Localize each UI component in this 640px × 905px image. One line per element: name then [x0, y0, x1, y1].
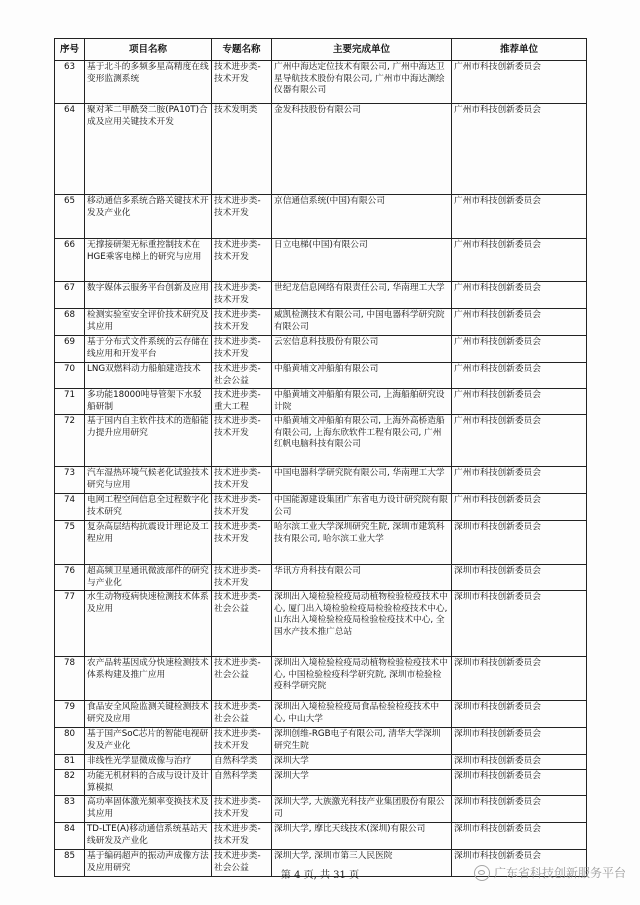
row-topic: 技术进步类-技术开发 — [212, 823, 272, 850]
row-recommender: 广州市科技创新委员会 — [452, 389, 587, 415]
watermark-text: 广东省科技创新服务平台 — [493, 866, 626, 880]
row-number: 73 — [55, 467, 85, 494]
row-number: 69 — [55, 336, 85, 363]
row-recommender: 广州市科技创新委员会 — [452, 494, 587, 521]
table-row — [55, 755, 587, 770]
row-topic: 技术进步类-技术开发 — [212, 195, 272, 239]
row-project: 数字媒体云服务平台创新及应用 — [85, 282, 212, 309]
row-units: 深圳出入境检验检疫局动植物检验检疫技术中心, 中国检验检疫科学研究院, 深圳市检验检疫科学研究院 — [272, 657, 452, 701]
row-recommender: 广州市科技创新委员会 — [452, 282, 587, 309]
row-number: 78 — [55, 657, 85, 701]
row-recommender: 深圳市科技创新委员会 — [452, 728, 587, 755]
table-row — [55, 195, 587, 239]
table-row — [55, 104, 587, 195]
row-recommender: 深圳市科技创新委员会 — [452, 701, 587, 728]
row-project: 聚对苯二甲酰癸二胺(PA10T)合成及应用关键技术开发 — [85, 104, 212, 195]
row-recommender: 广州市科技创新委员会 — [452, 467, 587, 494]
row-recommender: 深圳市科技创新委员会 — [452, 770, 587, 796]
row-project: 无撑接研架无标重控制技术在HGE乘客电梯上的研究与应用 — [85, 239, 212, 282]
row-units: 哈尔滨工业大学深圳研究生院, 深圳市建筑科技有限公司, 哈尔滨工业大学 — [272, 521, 452, 565]
row-project: 非线性光学显微成像与治疗 — [85, 755, 212, 770]
row-number: 64 — [55, 104, 85, 195]
header-recommender: 推荐单位 — [452, 39, 587, 61]
row-recommender: 广州市科技创新委员会 — [452, 195, 587, 239]
row-recommender: 广州市科技创新委员会 — [452, 415, 587, 467]
row-project: 农产品转基因成分快速检测技术体系构建及推广应用 — [85, 657, 212, 701]
row-number: 71 — [55, 389, 85, 415]
row-recommender: 深圳市科技创新委员会 — [452, 755, 587, 770]
row-number: 66 — [55, 239, 85, 282]
row-units: 深圳创维-RGB电子有限公司, 清华大学深圳研究生院 — [272, 728, 452, 755]
table-row — [55, 336, 587, 363]
table-row — [55, 796, 587, 823]
row-topic: 自然科学类 — [212, 770, 272, 796]
table-row — [55, 494, 587, 521]
row-topic: 技术进步类-技术开发 — [212, 336, 272, 363]
row-units: 深圳大学, 深圳市第三人民医院 — [272, 850, 452, 877]
row-number: 80 — [55, 728, 85, 755]
row-project: 基于国产SoC芯片的智能电视研发及产业化 — [85, 728, 212, 755]
row-units: 深圳出入境检验检疫局动植物检验检疫技术中心, 厦门出入境检验检疫局检验检疫技术中心, 山东出入境检验检疫局检验检疫技术中心, 全国水产技术推广总站 — [272, 591, 452, 657]
row-units: 中船黄埔文冲船舶有限公司 — [272, 363, 452, 389]
table-row — [55, 770, 587, 796]
row-project: 基于编码超声的振动声成像方法及应用研究 — [85, 850, 212, 877]
table-row — [55, 363, 587, 389]
row-units: 金发科技股份有限公司 — [272, 104, 452, 195]
row-units: 深圳大学 — [272, 770, 452, 796]
row-number: 82 — [55, 770, 85, 796]
row-number: 77 — [55, 591, 85, 657]
row-units: 世纪龙信息网络有限责任公司, 华南理工大学 — [272, 282, 452, 309]
row-number: 75 — [55, 521, 85, 565]
row-number: 81 — [55, 755, 85, 770]
row-recommender: 深圳市科技创新委员会 — [452, 657, 587, 701]
row-project: 高功率固体激光频率变换技术及其应用 — [85, 796, 212, 823]
row-recommender: 深圳市科技创新委员会 — [452, 565, 587, 591]
row-topic: 技术进步类-技术开发 — [212, 728, 272, 755]
row-number: 67 — [55, 282, 85, 309]
row-topic: 技术进步类-技术开发 — [212, 309, 272, 336]
row-units: 深圳大学 — [272, 755, 452, 770]
row-topic: 技术进步类-重大工程 — [212, 389, 272, 415]
row-topic: 技术进步类-技术开发 — [212, 61, 272, 104]
table-row — [55, 521, 587, 565]
table-row — [55, 591, 587, 657]
row-topic: 技术进步类-社会公益 — [212, 363, 272, 389]
row-topic: 技术进步类-技术开发 — [212, 521, 272, 565]
row-units: 中国能源建设集团广东省电力设计研究院有限公司 — [272, 494, 452, 521]
row-units: 中国电器科学研究院有限公司, 华南理工大学 — [272, 467, 452, 494]
row-number: 79 — [55, 701, 85, 728]
row-units: 威凯检测技术有限公司, 中国电器科学研究院有限公司 — [272, 309, 452, 336]
table-row — [55, 282, 587, 309]
row-project: 复杂高层结构抗震设计理论及工程应用 — [85, 521, 212, 565]
row-project: 超高频卫星通讯微波部件的研究与产业化 — [85, 565, 212, 591]
row-topic: 技术发明类 — [212, 104, 272, 195]
row-topic: 技术进步类-社会公益 — [212, 657, 272, 701]
row-project: 基于分布式文件系统的云存储在线应用和开发平台 — [85, 336, 212, 363]
row-units: 中船黄埔文冲船舶有限公司, 上海船舶研究设计院 — [272, 389, 452, 415]
header-project: 项目名称 — [85, 39, 212, 61]
table-header-row — [55, 39, 587, 61]
row-project: 基于北斗的多频多星高精度在线变形监测系统 — [85, 61, 212, 104]
row-recommender: 广州市科技创新委员会 — [452, 336, 587, 363]
row-project: 多功能18000吨导管架下水驳船研制 — [85, 389, 212, 415]
row-recommender: 深圳市科技创新委员会 — [452, 591, 587, 657]
row-recommender: 广州市科技创新委员会 — [452, 61, 587, 104]
row-number: 68 — [55, 309, 85, 336]
row-recommender: 深圳市科技创新委员会 — [452, 796, 587, 823]
row-recommender: 广州市科技创新委员会 — [452, 239, 587, 282]
row-project: 汽车湿热环境气候老化试验技术研究与应用 — [85, 467, 212, 494]
header-number: 序号 — [55, 39, 85, 61]
page-number: 第 4 页, 共 31 页 — [280, 870, 360, 881]
row-units: 深圳大学, 大族激光科技产业集团股份有限公司 — [272, 796, 452, 823]
row-number: 63 — [55, 61, 85, 104]
row-topic: 技术进步类-技术开发 — [212, 565, 272, 591]
row-number: 65 — [55, 195, 85, 239]
table-row — [55, 701, 587, 728]
row-units: 中船黄埔文冲船舶有限公司, 上海外高桥造船有限公司, 上海东欣软件工程有限公司, 广州红帆电脑科技有限公司 — [272, 415, 452, 467]
row-units: 深圳出入境检验检疫局食品检验检疫技术中心, 中山大学 — [272, 701, 452, 728]
row-project: 基于国内自主软件技术的造船能力提升应用研究 — [85, 415, 212, 467]
row-topic: 技术进步类-技术开发 — [212, 796, 272, 823]
watermark — [474, 864, 626, 881]
row-project: 检测实验室安全评价技术研究及其应用 — [85, 309, 212, 336]
table-row — [55, 565, 587, 591]
row-units: 深圳大学, 摩比天线技术(深圳)有限公司 — [272, 823, 452, 850]
row-project: 食品安全风险监测关键检测技术研究及应用 — [85, 701, 212, 728]
wechat-icon — [474, 865, 490, 881]
row-topic: 技术进步类-社会公益 — [212, 701, 272, 728]
row-units: 广州中海达定位技术有限公司, 广州中海达卫星导航技术股份有限公司, 广州市中海达测绘仪器有限公司 — [272, 61, 452, 104]
row-project: LNG双燃料动力船舶建造技术 — [85, 363, 212, 389]
row-topic: 技术进步类-技术开发 — [212, 467, 272, 494]
row-recommender: 广州市科技创新委员会 — [452, 104, 587, 195]
row-recommender: 深圳市科技创新委员会 — [452, 521, 587, 565]
row-recommender: 深圳市科技创新委员会 — [452, 850, 587, 877]
row-topic: 技术进步类-社会公益 — [212, 591, 272, 657]
header-units: 主要完成单位 — [272, 39, 452, 61]
awards-table — [54, 38, 587, 877]
row-units: 京信通信系统(中国)有限公司 — [272, 195, 452, 239]
row-number: 72 — [55, 415, 85, 467]
row-project: 功能无机材料的合成与设计及计算模拟 — [85, 770, 212, 796]
row-topic: 技术进步类-社会公益 — [212, 850, 272, 877]
row-units: 日立电梯(中国)有限公司 — [272, 239, 452, 282]
table-row — [55, 61, 587, 104]
row-project: 水生动物疫病快速检测技术体系及应用 — [85, 591, 212, 657]
row-project: TD-LTE(A)移动通信系统基站天线研发及产业化 — [85, 823, 212, 850]
table-row — [55, 239, 587, 282]
header-topic: 专题名称 — [212, 39, 272, 61]
row-number: 85 — [55, 850, 85, 877]
row-number: 76 — [55, 565, 85, 591]
row-topic: 技术进步类-技术开发 — [212, 239, 272, 282]
row-units: 云宏信息科技股份有限公司 — [272, 336, 452, 363]
row-recommender: 深圳市科技创新委员会 — [452, 823, 587, 850]
row-number: 84 — [55, 823, 85, 850]
row-number: 74 — [55, 494, 85, 521]
row-units: 华讯方舟科技有限公司 — [272, 565, 452, 591]
table-row — [55, 467, 587, 494]
row-topic: 技术进步类-技术开发 — [212, 415, 272, 467]
row-topic: 技术进步类-技术开发 — [212, 282, 272, 309]
table-row — [55, 657, 587, 701]
table-row — [55, 728, 587, 755]
row-topic: 自然科学类 — [212, 755, 272, 770]
row-recommender: 广州市科技创新委员会 — [452, 363, 587, 389]
row-number: 70 — [55, 363, 85, 389]
table-row — [55, 389, 587, 415]
row-number: 83 — [55, 796, 85, 823]
table-row — [55, 309, 587, 336]
row-project: 移动通信多系统合路关键技术开发及产业化 — [85, 195, 212, 239]
row-recommender: 广州市科技创新委员会 — [452, 309, 587, 336]
row-topic: 技术进步类-技术开发 — [212, 494, 272, 521]
table-row — [55, 415, 587, 467]
row-project: 电网工程空间信息全过程数字化技术研究 — [85, 494, 212, 521]
table-row — [55, 823, 587, 850]
